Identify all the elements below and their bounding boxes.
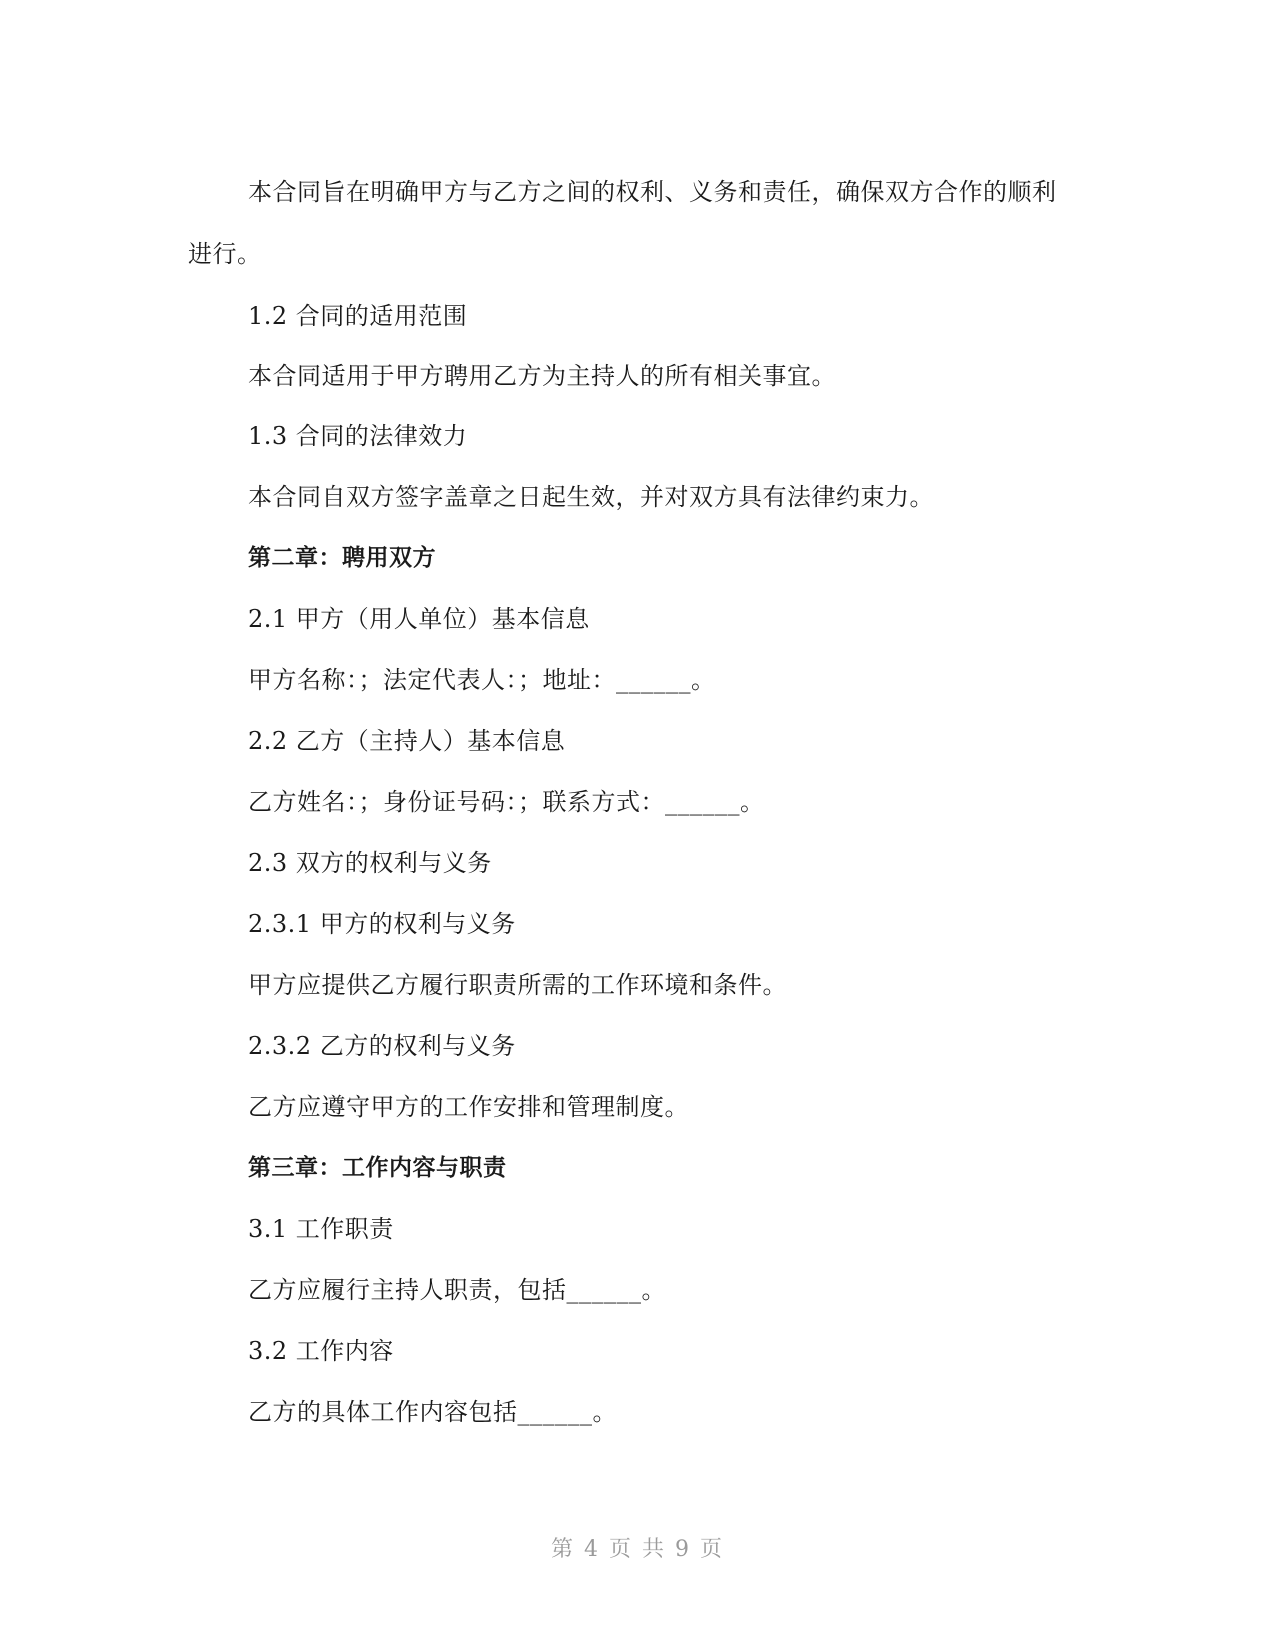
chapter-3-heading: 第三章：工作内容与职责 xyxy=(248,1155,507,1181)
paragraph-purpose-continued: 进行。 xyxy=(188,240,262,268)
section-2-2-text: 乙方姓名：；身份证号码：；联系方式：______。 xyxy=(248,788,765,816)
section-2-1-title: 2.1 甲方（用人单位）基本信息 xyxy=(248,605,590,633)
page-number-footer: 第 4 页 共 9 页 xyxy=(551,1537,724,1562)
section-1-3-text: 本合同自双方签字盖章之日起生效，并对双方具有法律约束力。 xyxy=(248,483,934,511)
section-1-2-title: 1.2 合同的适用范围 xyxy=(248,302,468,330)
section-3-2-title: 3.2 工作内容 xyxy=(248,1337,394,1365)
paragraph-purpose: 本合同旨在明确甲方与乙方之间的权利、义务和责任，确保双方合作的顺利 xyxy=(248,178,1057,206)
section-1-2-text: 本合同适用于甲方聘用乙方为主持人的所有相关事宜。 xyxy=(248,362,836,390)
section-3-1-title: 3.1 工作职责 xyxy=(248,1215,394,1243)
section-2-1-text: 甲方名称：；法定代表人：；地址：______。 xyxy=(248,666,716,694)
section-3-2-text: 乙方的具体工作内容包括______。 xyxy=(248,1398,617,1426)
section-2-3-2-title: 2.3.2 乙方的权利与义务 xyxy=(248,1032,516,1060)
section-2-2-title: 2.2 乙方（主持人）基本信息 xyxy=(248,727,566,755)
section-2-3-title: 2.3 双方的权利与义务 xyxy=(248,849,492,877)
section-2-3-1-title: 2.3.1 甲方的权利与义务 xyxy=(248,910,516,938)
section-2-3-2-text: 乙方应遵守甲方的工作安排和管理制度。 xyxy=(248,1093,689,1121)
section-3-1-text: 乙方应履行主持人职责，包括______。 xyxy=(248,1276,666,1304)
section-2-3-1-text: 甲方应提供乙方履行职责所需的工作环境和条件。 xyxy=(248,971,787,999)
section-1-3-title: 1.3 合同的法律效力 xyxy=(248,422,468,450)
chapter-2-heading: 第二章：聘用双方 xyxy=(248,545,436,571)
